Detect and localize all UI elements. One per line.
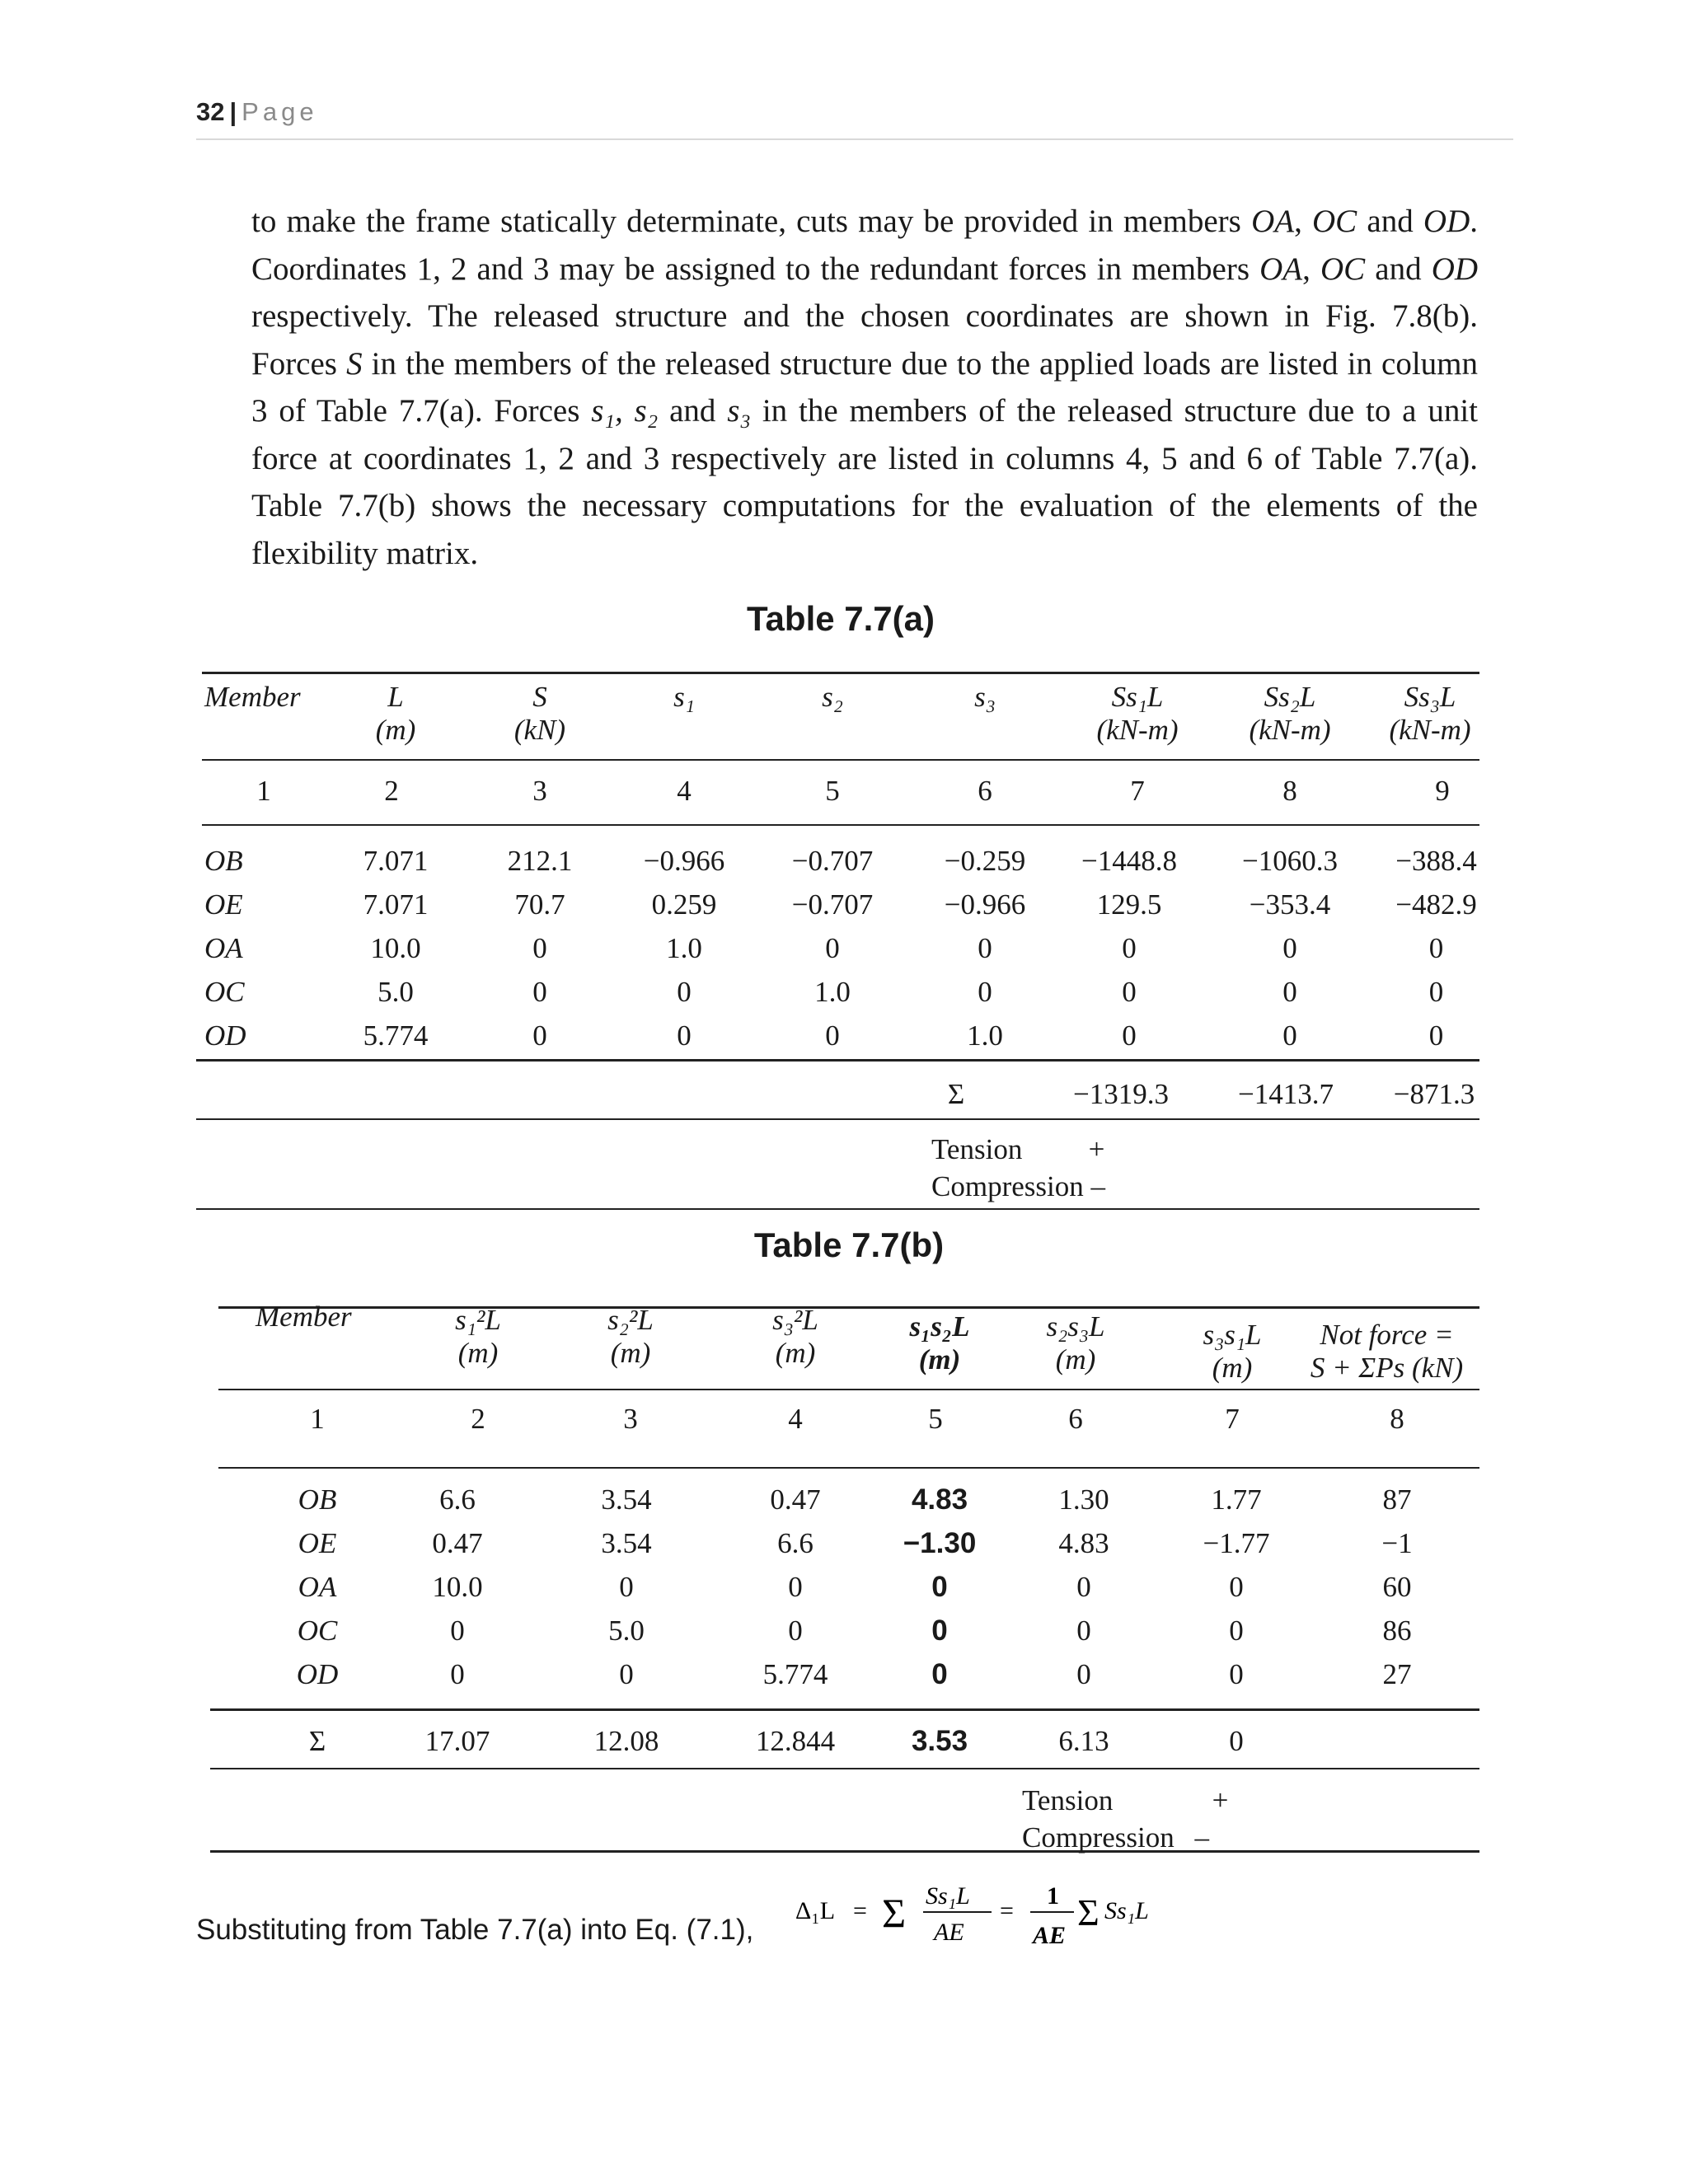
table-b-cell: −1.30 xyxy=(903,1527,977,1559)
para-text: , xyxy=(1302,251,1320,287)
table-a-cell: 0 xyxy=(532,1019,547,1052)
table-a-cell: 0 xyxy=(1122,976,1137,1008)
table-b-header-rule xyxy=(218,1389,1479,1390)
table-b-member-cell: OD xyxy=(296,1658,339,1690)
table-a-colnum: 6 xyxy=(978,775,992,807)
eq-equals-2: = xyxy=(1000,1897,1014,1924)
table-a-member-cell: OB xyxy=(204,845,243,877)
table-a-cell: −482.9 xyxy=(1395,888,1477,921)
table-a-cell: 129.5 xyxy=(1096,888,1162,921)
table-b-sum-cell: 12.08 xyxy=(593,1725,659,1757)
table-b-header-s3s1l: s₃s₁L (m) xyxy=(1203,1319,1262,1384)
para-text: in the members of the released structure due to the applied loads are listed in column 3 of Table 7.7(a). Forces xyxy=(251,345,1478,429)
table-a-cell: −1060.3 xyxy=(1242,845,1338,877)
table-b-sum-symbol: Σ xyxy=(308,1725,326,1757)
table-a-header-s3: s₃ xyxy=(974,681,996,713)
table-a-cell: 0 xyxy=(677,1019,692,1052)
table-a-member-cell: OE xyxy=(204,888,243,921)
table-b-cell: 10.0 xyxy=(432,1571,483,1603)
table-b-cell: 0 xyxy=(619,1571,634,1603)
para-text: to make the frame statically determinate, cuts may be provided in members xyxy=(251,204,1252,239)
para-member: OA xyxy=(1259,251,1303,287)
table-b-cell: 27 xyxy=(1382,1658,1412,1690)
para-symbol: s₃ xyxy=(727,393,752,429)
table-b-caption: Table 7.7(b) xyxy=(753,1226,945,1264)
table-a-cell: −0.259 xyxy=(944,845,1026,877)
table-b-cell: 0 xyxy=(1076,1615,1091,1647)
table-a-cell: 70.7 xyxy=(514,888,565,921)
table-a-header-ss2l: Ss₂L (kN-m) xyxy=(1249,681,1331,746)
compression-label: Compression xyxy=(931,1170,1084,1202)
eq-equals: = xyxy=(853,1897,867,1924)
table-a-top-rule xyxy=(202,672,1479,674)
para-member: OC xyxy=(1312,204,1357,239)
table-a-cell: 0 xyxy=(1282,976,1297,1008)
para-symbol: S xyxy=(346,345,363,382)
table-b-colnum: 3 xyxy=(623,1403,638,1435)
table-a-cell: 0 xyxy=(677,976,692,1008)
table-a-cell: 5.774 xyxy=(363,1019,429,1052)
table-b-colnum: 5 xyxy=(928,1403,943,1435)
table-b-cell: 1.77 xyxy=(1211,1483,1262,1516)
table-a-sum-ss3l: −871.3 xyxy=(1393,1078,1475,1110)
para-member: OC xyxy=(1320,251,1366,287)
table-b-cell: 6.6 xyxy=(777,1527,814,1559)
table-a-cell: 0 xyxy=(1428,932,1444,964)
table-b-cell: 0 xyxy=(788,1571,803,1603)
table-b-cell: 0 xyxy=(619,1658,634,1690)
table-b-colnum: 2 xyxy=(471,1403,485,1435)
table-b-header-s2s2l: s₂²L (m) xyxy=(607,1304,654,1369)
para-member: OA xyxy=(1251,204,1295,239)
table-b-cell: 0 xyxy=(1229,1658,1244,1690)
table-b-member-cell: OE xyxy=(298,1527,337,1559)
page-header xyxy=(196,97,1513,140)
table-a-colnum: 3 xyxy=(532,775,547,807)
table-a-cell: −0.966 xyxy=(944,888,1026,921)
table-a-header-S: S (kN) xyxy=(513,681,566,746)
para-text: respectively. The released structure and the chosen coordinates are shown in Fig. 7.8(b). Forces xyxy=(251,298,1478,382)
table-a-sum-rule xyxy=(196,1118,1479,1120)
tension-sign: + xyxy=(1088,1133,1105,1165)
table-b-cell: 86 xyxy=(1382,1615,1412,1647)
table-b-cell: −1 xyxy=(1381,1527,1413,1559)
table-b-header-s1s1l: s₁²L (m) xyxy=(455,1304,501,1369)
table-a-cell: 7.071 xyxy=(363,888,429,921)
table-b-sum-cell: 17.07 xyxy=(424,1725,490,1757)
table-a-cell: 0 xyxy=(1428,976,1444,1008)
intro-paragraph xyxy=(251,198,1478,577)
eq-denominator-2: AE xyxy=(1033,1922,1067,1949)
table-b-sum-cell: 12.844 xyxy=(755,1725,836,1757)
table-a-sum-ss2l: −1413.7 xyxy=(1238,1078,1334,1110)
table-b-header-net-force: Not force = S + ΣPs (kN) xyxy=(1310,1319,1464,1384)
table-b-body-rule xyxy=(210,1708,1479,1711)
table-a-body-rule xyxy=(196,1059,1479,1062)
eq-lhs: Δ₁L xyxy=(795,1897,836,1924)
table-a-cell: −0.707 xyxy=(791,888,874,921)
eq-sum: Σ xyxy=(882,1890,907,1936)
table-a-cell: 0 xyxy=(1282,1019,1297,1052)
substituting-text: Substituting from Table 7.7(a) into Eq. (7.1), xyxy=(196,1914,754,1946)
table-a-member-cell: OA xyxy=(204,932,243,964)
table-a-cell: −353.4 xyxy=(1249,888,1331,921)
table-a-cell: 1.0 xyxy=(967,1019,1003,1052)
table-a-cell: 0 xyxy=(1428,1019,1444,1052)
table-b-cell: 0 xyxy=(1076,1571,1091,1603)
table-b-cell: 5.0 xyxy=(608,1615,645,1647)
table-b-sum-rule xyxy=(210,1768,1479,1769)
table-b-member-cell: OA xyxy=(298,1571,337,1603)
table-b-colnum: 8 xyxy=(1390,1403,1404,1435)
table-a-cell: 10.0 xyxy=(370,932,421,964)
table-b-cell: 0.47 xyxy=(432,1527,483,1559)
eq-tail: Ss₁L xyxy=(1104,1897,1149,1924)
table-b-cell: 0 xyxy=(788,1615,803,1647)
header-separator: | xyxy=(229,97,237,126)
table-a-header-ss1l: Ss₁L (kN-m) xyxy=(1096,681,1179,746)
compression-sign: – xyxy=(1090,1170,1105,1202)
table-b-cell: 3.54 xyxy=(601,1527,652,1559)
table-a-cell: −388.4 xyxy=(1395,845,1477,877)
table-b-cell: 5.774 xyxy=(762,1658,828,1690)
tension-label: Tension xyxy=(931,1133,1023,1165)
table-a-member-cell: OD xyxy=(204,1019,246,1052)
table-a-colnum: 1 xyxy=(256,775,271,807)
table-a-caption: Table 7.7(a) xyxy=(747,599,935,638)
table-b-bottom-rule xyxy=(210,1850,1479,1853)
compression-label: Compression xyxy=(1022,1821,1175,1854)
table-b-colnum-rule xyxy=(218,1467,1479,1469)
table-b-colnum: 7 xyxy=(1225,1403,1240,1435)
table-a-header-rule xyxy=(202,759,1479,761)
tension-sign: + xyxy=(1212,1784,1229,1816)
table-b-header-member: Member xyxy=(256,1301,352,1333)
para-text: in the members of the released structure due to a unit force at coordinates 1, 2 and 3 respectively are listed in columns 4, 5 and 6 of Table 7.7(a). Table 7.7(b) shows the necessary computations for the evaluation of the elements of the flexibility matrix. xyxy=(251,393,1478,571)
table-b-cell: 0 xyxy=(450,1658,465,1690)
table-a-cell: 0 xyxy=(532,932,547,964)
table-b-cell: 4.83 xyxy=(911,1483,968,1516)
table-b-cell: 0.47 xyxy=(770,1483,821,1516)
table-b-colnum: 4 xyxy=(788,1403,803,1435)
page-number: 32 xyxy=(196,97,225,126)
table-a-cell: 0 xyxy=(1122,932,1137,964)
table-b-header-s3s3l: s₃²L (m) xyxy=(772,1304,818,1369)
eq-sum-2: Σ xyxy=(1077,1891,1100,1933)
table-a-header-s2: s₂ xyxy=(822,681,843,713)
table-b-cell: 87 xyxy=(1382,1483,1412,1516)
para-text: . Coordinates 1, 2 and 3 may be assigned to the redundant forces in members xyxy=(251,204,1479,287)
table-a-colnum: 7 xyxy=(1130,775,1145,807)
table-a-cell: 1.0 xyxy=(814,976,851,1008)
table-a-cell: 7.071 xyxy=(363,845,429,877)
table-a-header-member: Member xyxy=(204,681,301,713)
table-a-sum-symbol: Σ xyxy=(947,1078,965,1110)
table-b-colnum: 1 xyxy=(310,1403,325,1435)
table-a-cell: −1448.8 xyxy=(1081,845,1177,877)
para-text: , xyxy=(1294,204,1313,239)
tension-label: Tension xyxy=(1022,1784,1114,1816)
table-b-cell: −1.77 xyxy=(1203,1527,1270,1559)
table-a-colnum: 9 xyxy=(1435,775,1450,807)
table-a-cell: 0 xyxy=(978,976,992,1008)
table-a-cell: −0.966 xyxy=(643,845,725,877)
para-text: and xyxy=(658,393,728,429)
table-a-cell: 0 xyxy=(1122,1019,1137,1052)
table-a-bottom-rule xyxy=(196,1208,1479,1210)
table-b-cell: 0 xyxy=(1229,1571,1244,1603)
eq-numerator: Ss₁L xyxy=(926,1882,970,1910)
table-b-member-cell: OB xyxy=(298,1483,337,1516)
table-a-header-L: L (m) xyxy=(375,681,416,746)
table-a-cell: 0 xyxy=(825,1019,840,1052)
table-b-cell: 3.54 xyxy=(601,1483,652,1516)
page-label: Page xyxy=(241,97,318,126)
table-b-member-cell: OC xyxy=(297,1615,338,1647)
table-b-cell: 0 xyxy=(931,1571,948,1603)
table-a-colnum-rule xyxy=(202,824,1479,826)
table-b-cell: 0 xyxy=(1076,1658,1091,1690)
table-a-cell: 0 xyxy=(532,976,547,1008)
table-a-colnum: 8 xyxy=(1282,775,1297,807)
table-a-colnum: 5 xyxy=(825,775,840,807)
table-a-cell: 0 xyxy=(1282,932,1297,964)
table-a-cell: 5.0 xyxy=(377,976,414,1008)
table-b-cell: 60 xyxy=(1382,1571,1412,1603)
table-a-cell: 0.259 xyxy=(651,888,717,921)
table-b-cell: 0 xyxy=(1229,1615,1244,1647)
table-a-colnum: 4 xyxy=(677,775,692,807)
table-a-cell: 1.0 xyxy=(666,932,702,964)
table-a-header-ss3l: Ss₃L (kN-m) xyxy=(1389,681,1471,746)
table-b-cell: 6.6 xyxy=(439,1483,476,1516)
table-a-cell: −0.707 xyxy=(791,845,874,877)
table-b-cell: 1.30 xyxy=(1058,1483,1109,1516)
eq-one: 1 xyxy=(1047,1882,1059,1910)
para-symbol: s₁, s₂ xyxy=(591,393,659,429)
table-b-colnum: 6 xyxy=(1068,1403,1083,1435)
para-member: OD xyxy=(1431,251,1479,287)
eq-denominator: AE xyxy=(934,1919,964,1946)
para-text: and xyxy=(1365,251,1432,287)
table-a-cell: 0 xyxy=(978,932,992,964)
table-b-sum-cell: 6.13 xyxy=(1058,1725,1109,1757)
para-text: and xyxy=(1357,204,1423,239)
table-b-header-s1s2l: s₁s₂L (m) xyxy=(909,1310,970,1376)
table-b-sum-cell: 3.53 xyxy=(911,1725,968,1757)
table-b-cell: 4.83 xyxy=(1058,1527,1109,1559)
table-a-colnum: 2 xyxy=(384,775,399,807)
para-member: OD xyxy=(1423,204,1470,239)
table-a-note xyxy=(931,1131,1105,1205)
table-a-sum-ss1l: −1319.3 xyxy=(1073,1078,1169,1110)
table-b-sum-cell: 0 xyxy=(1229,1725,1244,1757)
table-a-cell: 0 xyxy=(825,932,840,964)
table-b-cell: 0 xyxy=(931,1615,948,1647)
table-b-note xyxy=(1022,1782,1228,1856)
table-b-top-rule xyxy=(218,1306,1479,1309)
table-b-header-s2s3l: s₂s₃L (m) xyxy=(1046,1310,1105,1376)
table-a-header-s1: s₁ xyxy=(673,681,695,713)
compression-sign: – xyxy=(1194,1821,1209,1854)
flexibility-equation xyxy=(795,1871,1166,1961)
table-b-cell: 0 xyxy=(931,1658,948,1690)
table-a-cell: 212.1 xyxy=(507,845,573,877)
table-b-cell: 0 xyxy=(450,1615,465,1647)
table-a-member-cell: OC xyxy=(204,976,245,1008)
